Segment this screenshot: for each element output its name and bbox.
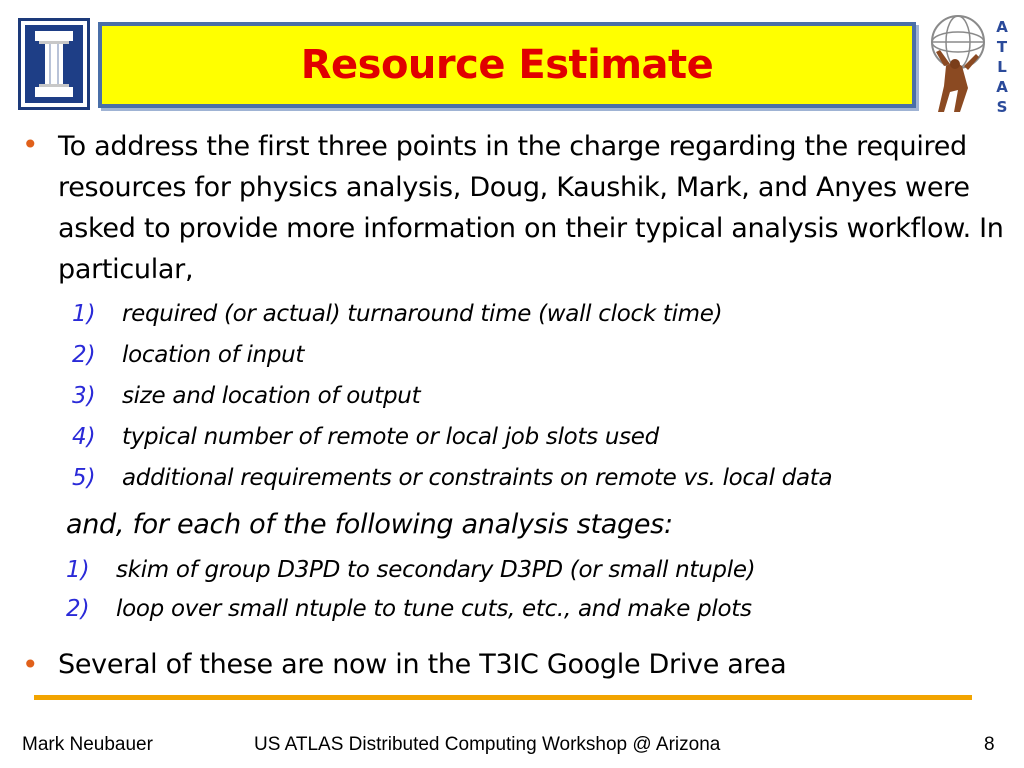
list-item: typical number of remote or local job slots used [122, 424, 659, 450]
slide-title: Resource Estimate [300, 42, 714, 88]
stages-intro: and, for each of the following analysis stages: [66, 509, 673, 540]
atlas-letter: A [996, 78, 1008, 96]
atlas-letter: T [996, 38, 1008, 56]
atlas-letter: S [996, 98, 1008, 116]
university-logo [18, 18, 90, 110]
atlas-letter: L [997, 58, 1007, 76]
list-item: loop over small ntuple to tune cuts, etc., and make plots [116, 596, 752, 622]
bullet-text: To address the first three points in the charge regarding the required resources for physics analysis, Doug, Kaushik, Mark, and Anyes were asked to provide more information on their typical analysis workflow. In particular, [58, 131, 1004, 285]
list-number: 2) [66, 596, 90, 622]
atlas-logo [924, 8, 1020, 116]
list-item: location of input [122, 342, 305, 368]
illinois-i-icon [25, 25, 83, 103]
list-number: 2) [72, 342, 96, 368]
list-item: skim of group D3PD to secondary D3PD (or small ntuple) [116, 557, 756, 583]
list-item: required (or actual) turnaround time (wall clock time) [122, 301, 723, 327]
footer-event: US ATLAS Distributed Computing Workshop @ Arizona [254, 734, 721, 755]
footer-divider [34, 695, 972, 700]
bullet-marker: • [22, 648, 39, 681]
title-box [98, 22, 916, 108]
list-item: additional requirements or constraints on remote vs. local data [122, 465, 833, 491]
footer-author: Mark Neubauer [22, 734, 153, 755]
list-number: 1) [72, 301, 96, 327]
list-number: 1) [66, 557, 90, 583]
page-number: 8 [984, 734, 995, 755]
bullet-marker: • [22, 128, 39, 161]
bullet-text: Several of these are now in the T3IC Google Drive area [58, 649, 787, 680]
list-number: 5) [72, 465, 96, 491]
list-item: size and location of output [122, 383, 421, 409]
atlas-letter: A [996, 18, 1008, 36]
list-number: 4) [72, 424, 96, 450]
list-number: 3) [72, 383, 96, 409]
